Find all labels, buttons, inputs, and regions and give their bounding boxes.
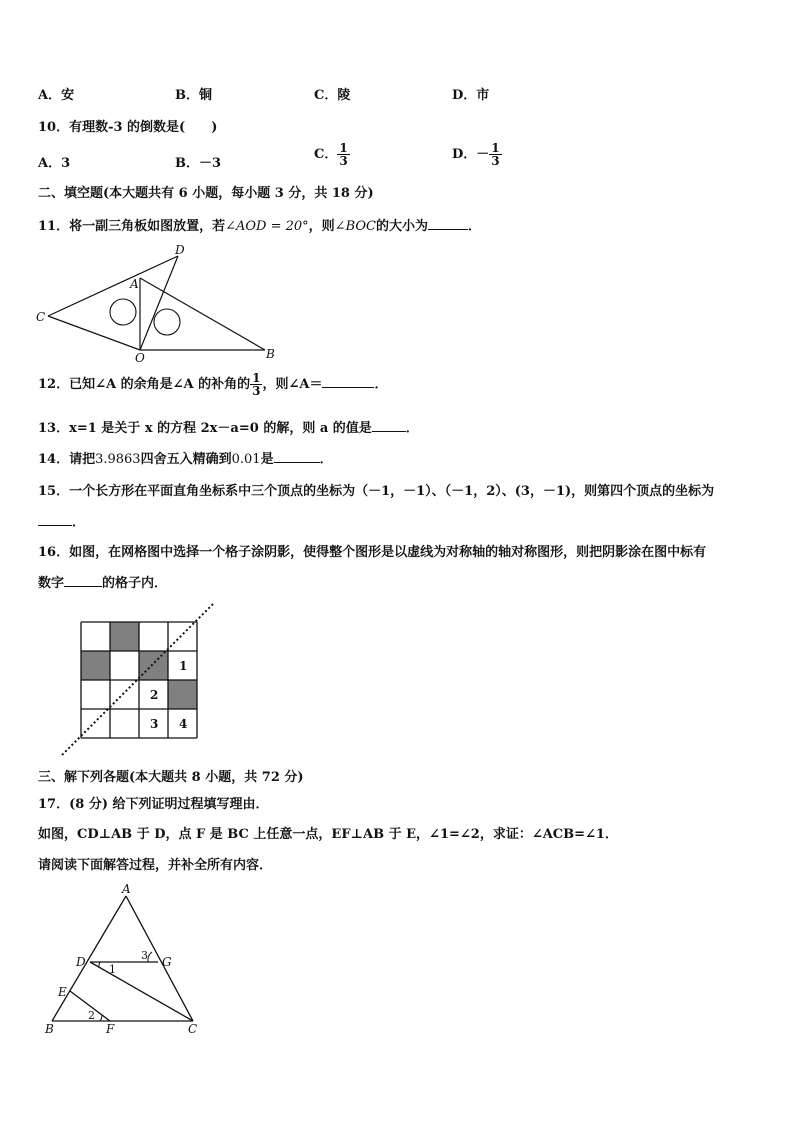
- q10-stem: 10．有理数-3 的倒数是( ): [38, 120, 218, 135]
- q9-option-a: A．安: [38, 88, 75, 103]
- cell-label-3: 3: [150, 717, 159, 731]
- label-a: A: [122, 882, 131, 896]
- cell-label-1: 1: [179, 659, 188, 673]
- q12-fraction: $\frac{1}{3}$: [252, 371, 261, 398]
- q11-stem: [38, 215, 481, 234]
- q16-text-pre: 数字: [38, 576, 65, 591]
- q16-grid-figure: [58, 600, 223, 760]
- q16-answer-blank[interactable]: [64, 575, 102, 587]
- q13-stem: [38, 417, 419, 436]
- label-a: A: [130, 277, 139, 291]
- label-c: C: [36, 310, 46, 324]
- shaded-cell-r1c2: [110, 622, 139, 651]
- q11-triangle-figure: [30, 240, 290, 365]
- q11-answer-blank[interactable]: [428, 218, 468, 230]
- label-o: O: [135, 351, 145, 365]
- q14-text-post: 四舍五入精确到: [140, 452, 232, 467]
- q10-option-c-label: C．: [314, 147, 338, 162]
- q12-answer-blank[interactable]: [322, 376, 374, 388]
- q12-text-post: ，则∠A＝: [262, 377, 323, 392]
- q9-option-b: B．铜: [175, 88, 212, 103]
- q16-text-post: 的格子内．: [102, 576, 168, 591]
- q11-text-post: 的大小为: [375, 219, 428, 234]
- q11-period: ．: [467, 219, 481, 234]
- label-c: C: [188, 1022, 198, 1036]
- q9-option-c: C．陵: [314, 88, 351, 103]
- angle-2-arc: [100, 1015, 102, 1021]
- q14-text-post2: 是: [260, 452, 274, 467]
- label-d: D: [76, 955, 86, 969]
- q10-option-d-label: D．－: [452, 147, 490, 162]
- q13-text: 13．x=1 是关于 x 的方程 2x－a=0 的解，则 a 的值是: [38, 421, 372, 436]
- q10-option-a: A．3: [38, 156, 71, 171]
- shaded-cell-r2c1: [81, 651, 110, 680]
- line-a-b: [140, 278, 265, 350]
- q12-period: ．: [374, 377, 388, 392]
- q17-stem-line2: 如图，CD⊥AB 于 D，点 F 是 BC 上任意一点，EF⊥AB 于 E，∠1=∠2，求证：∠ACB=∠1．: [38, 827, 618, 842]
- label-d: D: [175, 243, 185, 257]
- q11-text-pre: 11．将一副三角板如图放置，若: [38, 219, 226, 234]
- q14-value: 3.9863: [95, 452, 141, 467]
- q14-precision: 0.01: [231, 452, 261, 467]
- q11-text-mid: ，则: [308, 219, 335, 234]
- q17-stem-line3: 请阅读下面解答过程，并补全所有内容．: [38, 858, 273, 873]
- line-c-d: [48, 256, 178, 316]
- triangle-hole-left: [110, 299, 136, 325]
- label-e: E: [58, 985, 67, 999]
- q14-text-pre: 14．请把: [38, 452, 96, 467]
- cell-label-4: 4: [179, 717, 188, 731]
- label-g: G: [162, 955, 172, 969]
- q10-option-b: B．－3: [175, 156, 222, 171]
- q15-answer-line: [38, 511, 85, 530]
- label-f: F: [106, 1022, 115, 1036]
- q16-stem-line1: 16．如图，在网格图中选择一个格子涂阴影，使得整个图形是以虚线为对称轴的轴对称图形，则把阴影涂在图中标有: [38, 545, 707, 560]
- q16-stem-line2: [38, 572, 167, 591]
- label-b: B: [266, 347, 275, 361]
- section2-heading: 二、填空题(本大题共有 6 小题，每小题 3 分，共 18 分): [38, 186, 374, 201]
- q10-option-c-fraction: $\frac{1}{3}$: [339, 141, 348, 168]
- q17-stem-line1: 17．(8 分) 给下列证明过程填写理由．: [38, 797, 269, 812]
- q13-answer-blank[interactable]: [372, 420, 406, 432]
- angle-label-3: 3: [141, 949, 148, 962]
- shaded-cell-r3c4: [168, 680, 197, 709]
- triangle-hole-right: [154, 309, 180, 335]
- shaded-cell-r2c3: [139, 651, 168, 680]
- q14-period: ．: [319, 452, 333, 467]
- q15-period: ．: [72, 515, 86, 530]
- q17-triangle-figure: [40, 880, 215, 1040]
- angle-label-2: 2: [88, 1009, 95, 1022]
- q11-angle-asked: ∠BOC: [334, 219, 376, 234]
- cell-label-2: 2: [150, 688, 159, 702]
- angle-label-1: 1: [109, 963, 116, 976]
- q12-stem: [38, 372, 387, 397]
- q10-option-d: [452, 142, 502, 167]
- q14-answer-blank[interactable]: [274, 451, 320, 463]
- q14-stem: [38, 448, 333, 467]
- q15-stem: 15．一个长方形在平面直角坐标系中三个顶点的坐标为（－1，－1）、（－1，2）、(3，－1)，则第四个顶点的坐标为: [38, 484, 715, 499]
- section3-heading: 三、解下列各题(本大题共 8 小题，共 72 分): [38, 770, 304, 785]
- line-o-d: [140, 256, 178, 350]
- angle-3-arc: [148, 952, 152, 962]
- q15-answer-blank[interactable]: [38, 514, 72, 526]
- q9-option-d: D．市: [452, 88, 490, 103]
- q10-option-d-fraction: $\frac{1}{3}$: [491, 141, 500, 168]
- line-a-b: [52, 896, 126, 1021]
- q11-angle-given: ∠AOD = 20°: [225, 219, 309, 234]
- q10-option-c: [314, 142, 350, 167]
- label-b: B: [45, 1022, 54, 1036]
- q12-text-pre: 12．已知∠A 的余角是∠A 的补角的: [38, 377, 251, 392]
- line-c-o: [48, 316, 140, 350]
- q13-period: ．: [405, 421, 419, 436]
